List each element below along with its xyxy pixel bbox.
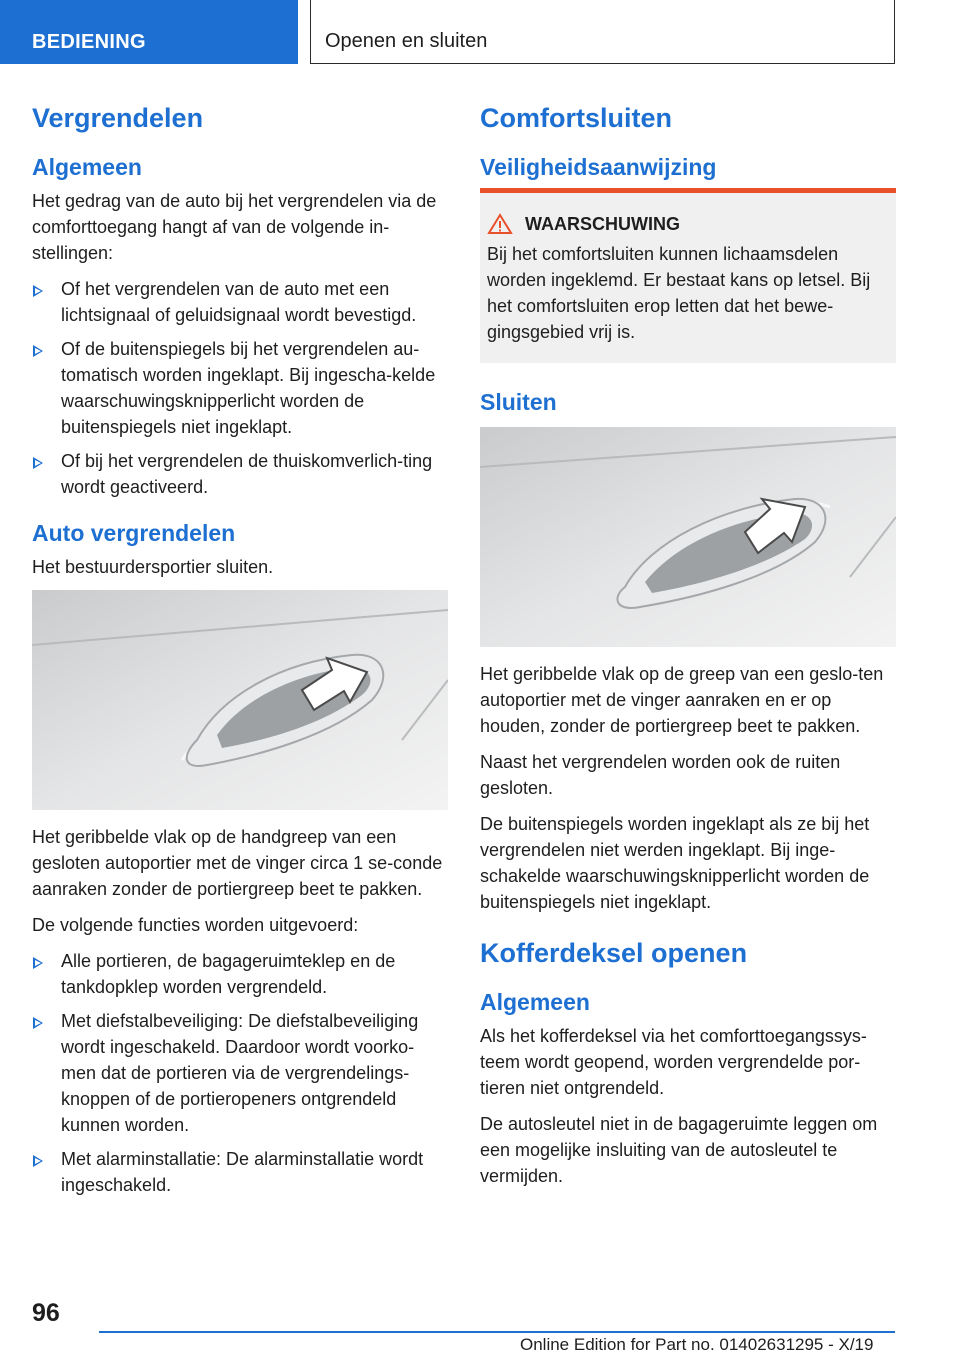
chapter-tab: BEDIENING <box>0 0 298 64</box>
subheading-veiligheid: Veiligheidsaanwijzing <box>480 154 717 180</box>
warning-header <box>487 213 889 235</box>
footer-divider <box>99 1331 895 1333</box>
list-item: Of bij het vergrendelen de thuiskomverlich-ting wordt geactiveerd. <box>32 448 448 500</box>
warning-box <box>480 188 896 363</box>
paragraph: De volgende functies worden uitgevoerd: <box>32 915 359 935</box>
subheading-algemeen: Algemeen <box>480 989 590 1015</box>
paragraph: Als het kofferdeksel via het comforttoegangssys-teem wordt geopend, worden vergrendelde por-tieren niet ontgrendeld. <box>480 1026 867 1098</box>
triangle-bullet-icon <box>33 1017 43 1029</box>
photo-caption: Het geribbelde vlak op de handgreep van een gesloten autoportier met de vinger circa 1 se-conde aanraken zonder de portiergreep beet te pakken. <box>32 827 443 899</box>
paragraph: De autosleutel niet in de bagageruimte leggen om een mogelijke insluiting van de autosleutel te vermijden. <box>480 1114 878 1186</box>
triangle-bullet-icon <box>33 457 43 469</box>
subheading-sluiten: Sluiten <box>480 389 557 415</box>
triangle-bullet-icon <box>33 1155 43 1167</box>
page-header-title: Openen en sluiten <box>310 0 895 64</box>
list-item: Alle portieren, de bagageruimteklep en de tankdopklep worden vergrendeld. <box>32 948 448 1000</box>
left-column <box>32 100 448 1208</box>
subheading-algemeen: Algemeen <box>32 154 142 180</box>
paragraph: De buitenspiegels worden ingeklapt als ze bij het vergrendelen niet werden ingeklapt. Bij inge-schakelde waarschuwingsknipperlicht worden de buitenspiegels niet ingeklapt. <box>480 814 870 912</box>
bullet-list <box>32 276 448 500</box>
subheading-auto-vergrendelen: Auto vergrendelen <box>32 520 236 546</box>
warning-triangle-icon <box>487 213 513 235</box>
list-item: Met diefstalbeveiliging: De diefstalbeveiliging wordt ingeschakeld. Daardoor wordt voorko-men dat de portieren via de vergrendelings-knoppen of de portieropeners ontgrendeld kunnen worden. <box>32 1008 448 1138</box>
page-number: 96 <box>32 1299 60 1327</box>
section-heading-vergrendelen: Vergrendelen <box>32 103 204 133</box>
triangle-bullet-icon <box>33 957 43 969</box>
section-heading-comfortsluiten: Comfortsluiten <box>480 103 672 133</box>
door-handle-illustration <box>32 590 448 810</box>
paragraph: Het gedrag van de auto bij het vergrendelen via de comforttoegang hangt af van de volgende in-stellingen: <box>32 191 437 263</box>
list-item: Of de buitenspiegels bij het vergrendelen au-tomatisch worden ingeklapt. Bij ingescha-kelde waarschuwingsknipperlicht worden de buitenspiegels niet ingeklapt. <box>32 336 448 440</box>
warning-label: WAARSCHUWING <box>525 213 680 234</box>
footer-edition: Online Edition for Part no. 01402631295 - X/19 <box>520 1335 874 1354</box>
section-heading-kofferdeksel: Kofferdeksel openen <box>480 938 748 968</box>
triangle-bullet-icon <box>33 285 43 297</box>
list-item: Of het vergrendelen van de auto met een lichtsignaal of geluidsignaal wordt bevestigd. <box>32 276 448 328</box>
triangle-bullet-icon <box>33 345 43 357</box>
paragraph: Naast het vergrendelen worden ook de ruiten gesloten. <box>480 752 841 798</box>
paragraph: Het geribbelde vlak op de greep van een geslo-ten autoportier met de vinger aanraken en er op houden, zonder de portiergreep beet te pakken. <box>480 664 884 736</box>
bullet-list <box>32 948 448 1198</box>
door-handle-illustration <box>480 427 896 647</box>
right-column <box>480 100 896 1199</box>
list-item: Met alarminstallatie: De alarminstallatie wordt ingeschakeld. <box>32 1146 448 1198</box>
warning-text: Bij het comfortsluiten kunnen lichaamsdelen worden ingeklemd. Er bestaat kans op letsel. Bij het comfortsluiten erop letten dat het bewe-gingsgebied vrij is. <box>487 244 871 342</box>
paragraph: Het bestuurdersportier sluiten. <box>32 557 274 577</box>
